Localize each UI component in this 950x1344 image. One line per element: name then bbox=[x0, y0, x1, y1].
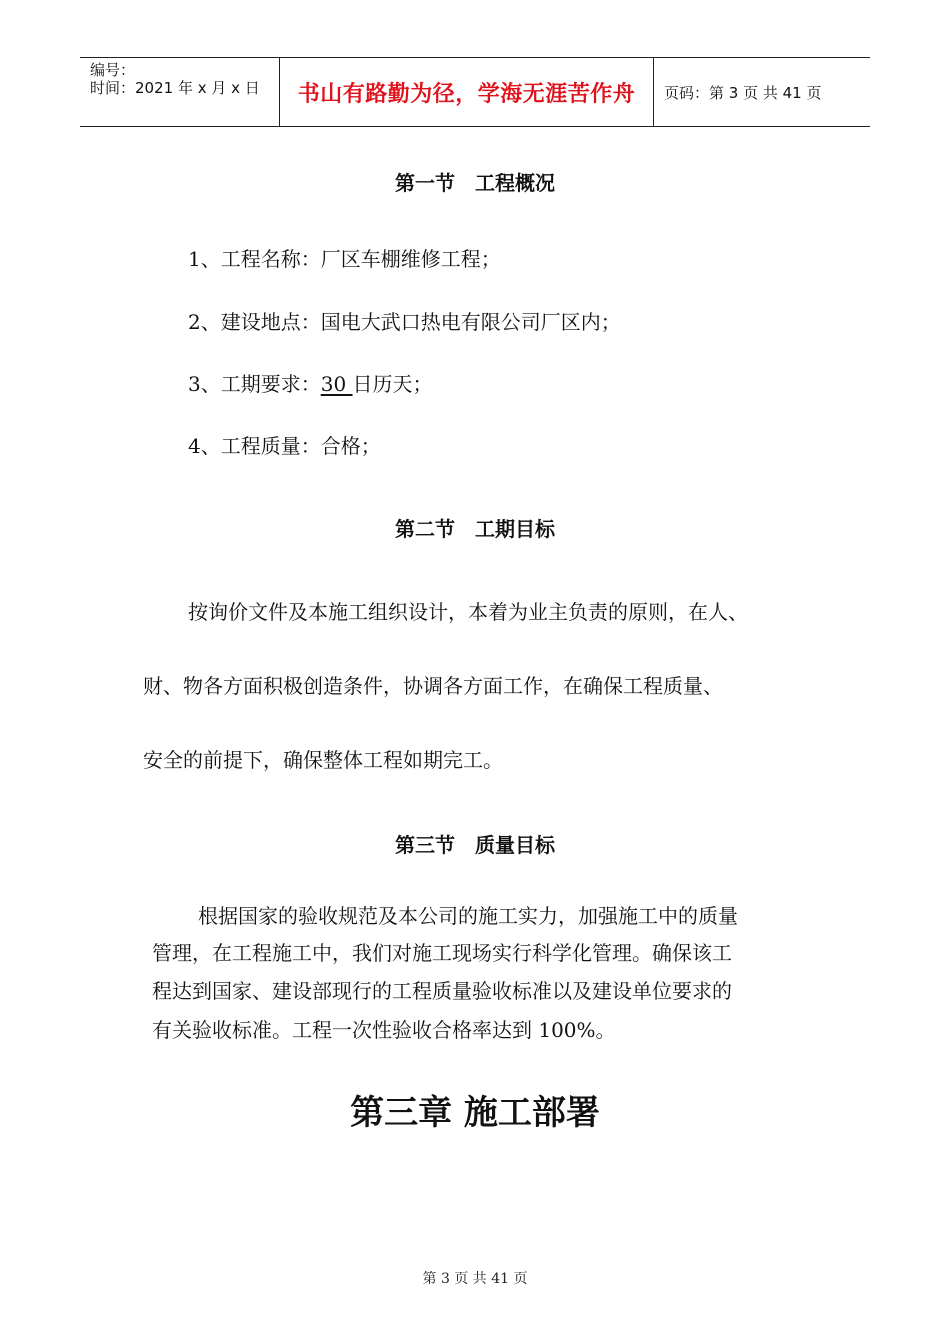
section2-line-2: 财、物各方面积极创造条件，协调各方面工作，在确保工程质量、 bbox=[143, 674, 723, 698]
section1-item-2: 2、建设地点：国电大武口热电有限公司厂区内； bbox=[188, 310, 621, 334]
section3-line-3: 程达到国家、建设部现行的工程质量验收标准以及建设单位要求的 bbox=[152, 979, 732, 1003]
section1-item-4: 4、工程质量：合格； bbox=[188, 434, 381, 458]
chapter-title: 第三章 施工部署 bbox=[350, 1093, 600, 1133]
section3-line-4: 有关验收标准。工程一次性验收合格率达到 100%。 bbox=[152, 1018, 616, 1042]
page-footer: 第 3 页 共 41 页 bbox=[422, 1271, 528, 1287]
section3-line-1: 根据国家的验收规范及本公司的施工实力，加强施工中的质量 bbox=[198, 904, 738, 928]
section3-line-2: 管理，在工程施工中，我们对施工现场实行科学化管理。确保该工 bbox=[152, 941, 732, 965]
section1-item-3-suffix: 日历天； bbox=[352, 372, 433, 396]
header-motto: 书山有路勤为径，学海无涯苦作舟 bbox=[280, 58, 654, 126]
header-time-label: 时间：2021 年 x 月 x 日 bbox=[90, 79, 260, 97]
section2-title: 第二节 工期目标 bbox=[395, 517, 555, 541]
section1-item-1: 1、工程名称：厂区车棚维修工程； bbox=[188, 247, 501, 271]
section1-item-3-duration: 30 bbox=[320, 372, 353, 396]
page-header bbox=[80, 57, 870, 127]
section2-line-1: 按询价文件及本施工组织设计，本着为业主负责的原则，在人、 bbox=[188, 600, 748, 624]
section3-title: 第三节 质量目标 bbox=[395, 833, 555, 857]
header-page-info: 页码：第 3 页 共 41 页 bbox=[664, 83, 822, 102]
section2-line-3: 安全的前提下，确保整体工程如期完工。 bbox=[143, 748, 503, 772]
section1-item-3-prefix: 3、工期要求： bbox=[188, 372, 321, 396]
section1-item-3 bbox=[188, 368, 433, 397]
header-number-label: 编号： bbox=[90, 61, 136, 79]
header-meta bbox=[80, 58, 280, 126]
section1-title: 第一节 工程概况 bbox=[395, 171, 555, 195]
